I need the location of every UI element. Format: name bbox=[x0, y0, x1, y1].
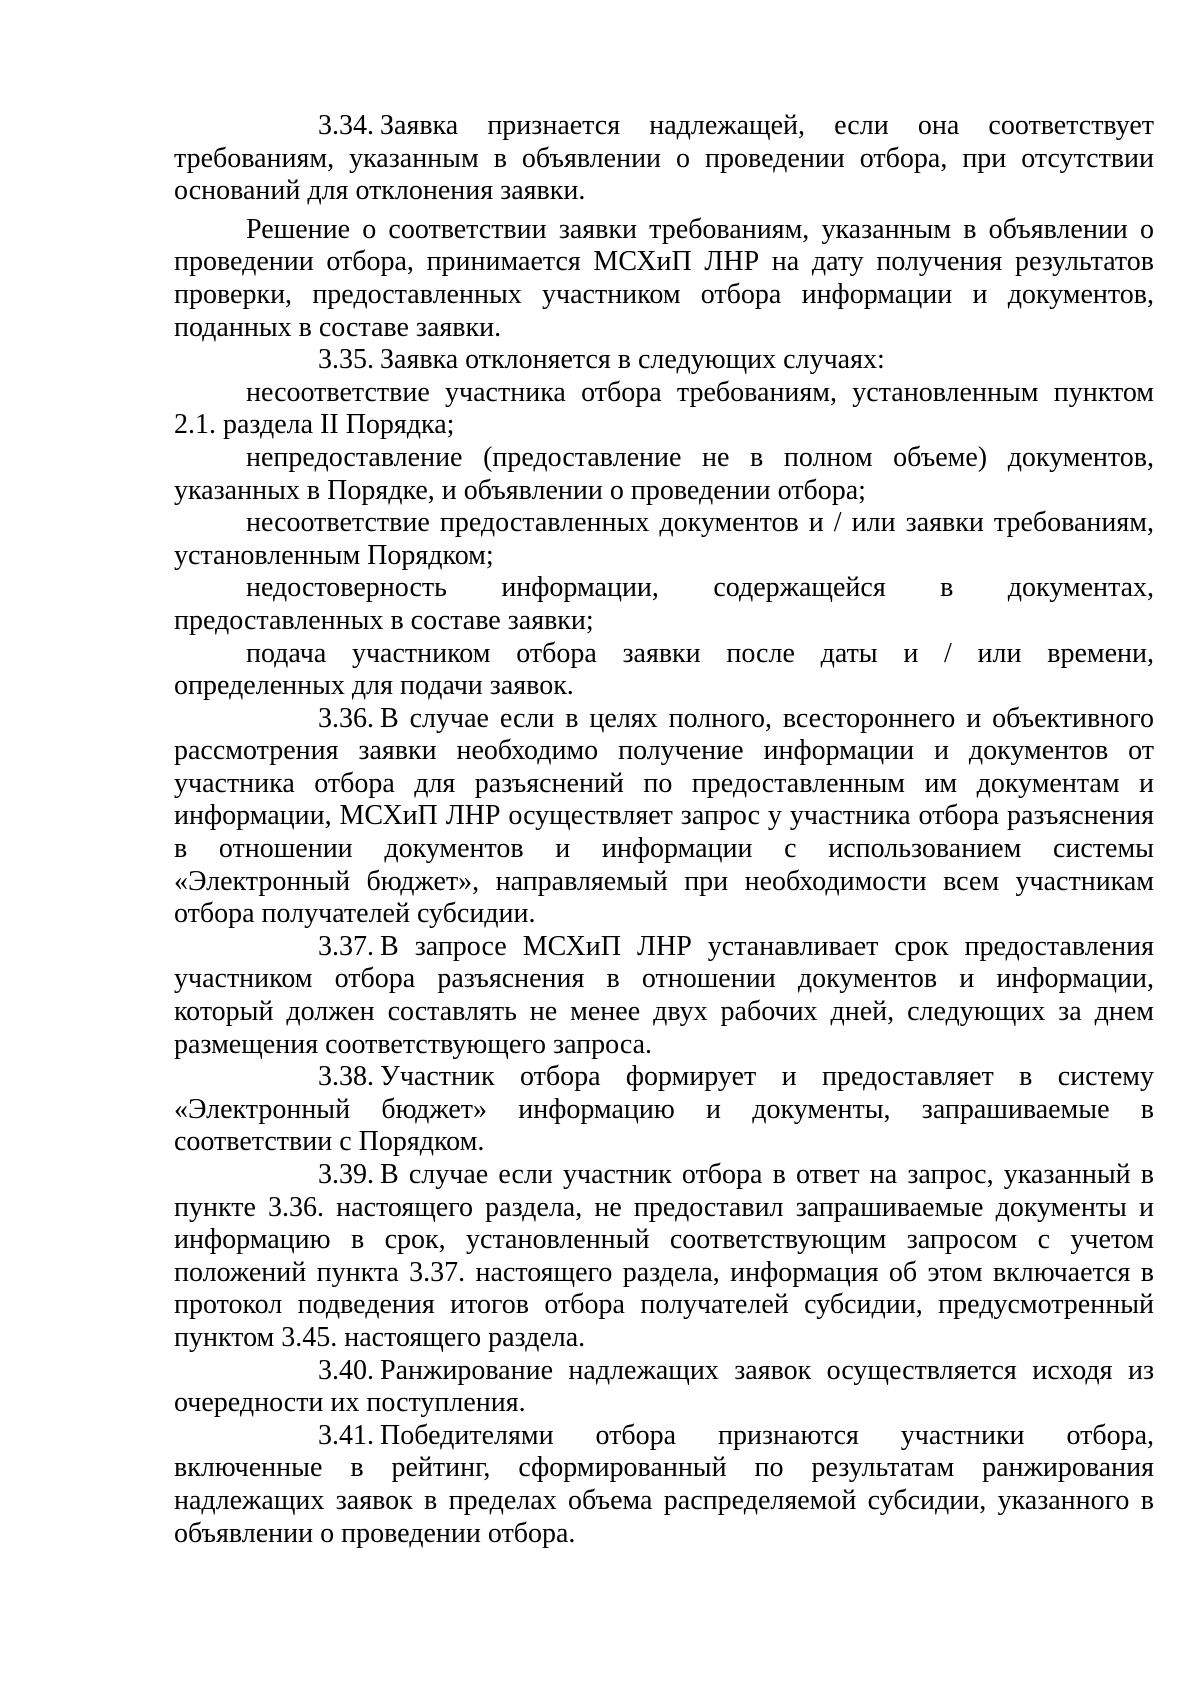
paragraph-text: Заявка отклоняется в следующих случаях: bbox=[380, 344, 885, 376]
paragraph-number: 3.40. bbox=[318, 1354, 374, 1386]
paragraph-3-36 bbox=[174, 703, 1154, 931]
paragraph-decision bbox=[174, 214, 1154, 344]
paragraph-text: Ранжирование надлежащих заявок осуществляется исходя из очередности их поступления. bbox=[174, 1354, 1154, 1419]
paragraph-reject-reason-1 bbox=[174, 377, 1154, 442]
paragraph-reject-reason-4 bbox=[174, 572, 1154, 637]
paragraph-number: 3.41. bbox=[318, 1419, 374, 1451]
paragraph-3-38 bbox=[174, 1061, 1154, 1159]
paragraph-number: 3.39. bbox=[318, 1159, 374, 1190]
paragraph-3-34 bbox=[174, 110, 1154, 208]
paragraph-text: Решение о соответствии заявки требованиям, указанным в объявлении о проведении отбора, принимается МСХиП ЛНР на дату получения результатов проверки, предоставленных участником отбора информации и документов, поданных в составе заявки. bbox=[174, 213, 1154, 343]
paragraph-3-35 bbox=[174, 344, 1154, 377]
paragraph-3-40 bbox=[174, 1355, 1154, 1420]
paragraph-text: непредоставление (предоставление не в полном объеме) документов, указанных в Порядке, и объявлении о проведении отбора; bbox=[174, 441, 1154, 506]
paragraph-3-41 bbox=[174, 1420, 1154, 1550]
paragraph-3-37 bbox=[174, 931, 1154, 1061]
paragraph-text: подача участником отбора заявки после даты и / или времени, определенных для подачи заявок. bbox=[174, 637, 1154, 702]
document-page bbox=[174, 110, 1154, 1550]
paragraph-text: недостоверность информации, содержащейся в документах, предоставленных в составе заявки; bbox=[174, 572, 1154, 636]
paragraph-reject-reason-3 bbox=[174, 507, 1154, 572]
paragraph-text: Участник отбора формирует и предоставляет в систему «Электронный бюджет» информацию и документы, запрашиваемые в соответствии с Порядком. bbox=[174, 1061, 1154, 1158]
paragraph-text: несоответствие предоставленных документов и / или заявки требованиям, установленным Порядком; bbox=[174, 507, 1154, 571]
paragraph-number: 3.36. bbox=[318, 702, 374, 734]
paragraph-number: 3.34. bbox=[318, 110, 374, 141]
paragraph-text: Заявка признается надлежащей, если она соответствует требованиям, указанным в объявлении о проведении отбора, при отсутствии оснований для отклонения заявки. bbox=[174, 110, 1154, 207]
paragraph-reject-reason-2 bbox=[174, 442, 1154, 507]
paragraph-reject-reason-5 bbox=[174, 638, 1154, 703]
paragraph-number: 3.37. bbox=[318, 930, 374, 962]
paragraph-text: В запросе МСХиП ЛНР устанавливает срок предоставления участником отбора разъяснения в отношении документов и информации, который должен составлять не менее двух рабочих дней, следующих за днем размещения соответствующего запроса. bbox=[174, 930, 1154, 1060]
paragraph-3-39 bbox=[174, 1159, 1154, 1355]
paragraph-text: В случае если участник отбора в ответ на запрос, указанный в пункте 3.36. настоящего раздела, не предоставил запрашиваемые документы и информацию в срок, установленный соответствующим запросом с учетом положений пункта 3.37. настоящего раздела, информация об этом включается в протокол подведения итогов отбора получателей субсидии, предусмотренный пунктом 3.45. настоящего раздела. bbox=[174, 1159, 1154, 1353]
paragraph-number: 3.38. bbox=[318, 1061, 374, 1093]
paragraph-text: Победителями отбора признаются участники отбора, включенные в рейтинг, сформированный по результатам ранжирования надлежащих заявок в пределах объема распределяемой субсидии, указанного в объявлении о проведении отбора. bbox=[174, 1419, 1154, 1549]
paragraph-text: В случае если в целях полного, всестороннего и объективного рассмотрения заявки необходимо получение информации и документов от участника отбора для разъяснений по предоставленным им документам и информации, МСХиП ЛНР осуществляет запрос у участника отбора разъяснения в отношении документов и информации с использованием системы «Электронный бюджет», направляемый при необходимости всем участникам отбора получателей субсидии. bbox=[174, 702, 1154, 930]
paragraph-number: 3.35. bbox=[318, 344, 374, 376]
paragraph-text: несоответствие участника отбора требованиям, установленным пунктом 2.1. раздела II Порядка; bbox=[174, 376, 1154, 441]
